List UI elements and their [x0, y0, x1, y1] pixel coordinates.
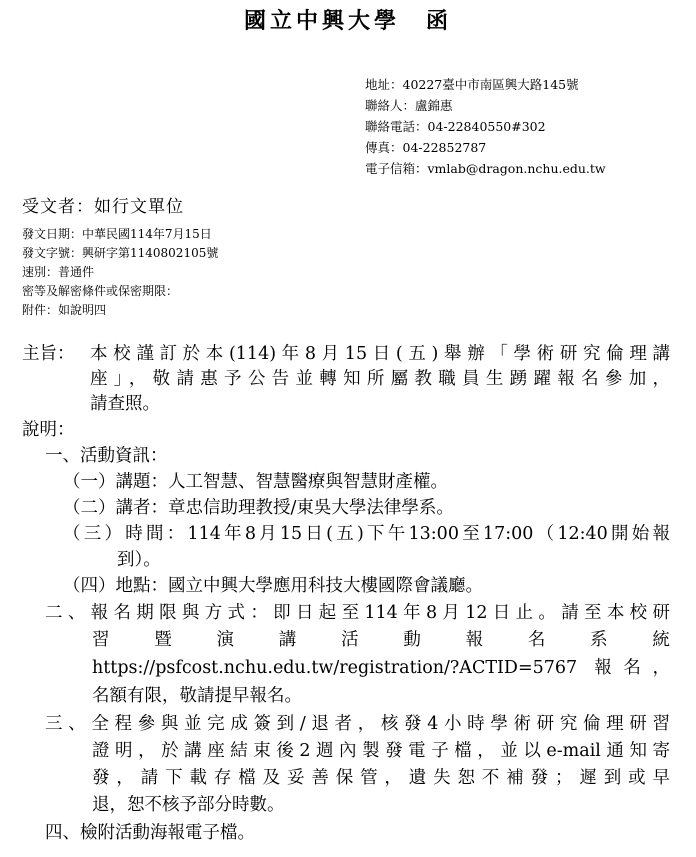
item-4-line-1: 四、檢附活動海報電子檔。: [45, 823, 255, 843]
issue-date: 發文日期：中華民國114年7月15日: [22, 227, 212, 241]
delivery-speed: 速別：普通件: [22, 265, 95, 279]
subject-line-1: 本校謹訂於本(114)年8月15日(五)舉辦「學術研究倫理講: [90, 344, 670, 364]
glyph: 系: [590, 630, 608, 650]
item-3-line-3: 發，請下載存檔及妥善保管，遺失恕不補發；遲到或早: [92, 768, 670, 788]
glyph: 名: [527, 630, 546, 650]
contact-email: 電子信箱：vmlab@dragon.nchu.edu.tw: [365, 161, 606, 176]
glyph: 暨: [154, 630, 172, 650]
document-title: 國立中興大學 函: [243, 8, 452, 34]
item-2-line-1: 二、報名期限與方式：即日起至114年8月12日止。請至本校研: [45, 603, 670, 623]
glyph: 報: [465, 630, 484, 650]
glyph: 活: [341, 630, 359, 650]
document-number: 發文字號：興研字第1140802105號: [22, 246, 219, 260]
contact-fax: 傳真：04-22852787: [365, 140, 487, 155]
item-1-location: （四）地點：國立中興大學應用科技大樓國際會議廳。: [63, 576, 483, 596]
explanation-label: 說明：: [22, 420, 75, 440]
subject-line-3: 請查照。: [90, 394, 160, 414]
glyph: 演: [216, 630, 235, 650]
recipient-line: 受文者：如行文單位: [22, 197, 184, 217]
item-1-title: 一、活動資訊：: [45, 446, 168, 466]
item-2-registration-url: https://psfcost.nchu.edu.tw/registration/?ACTID=5767 報名，: [92, 658, 670, 678]
item-2-line-4: 名額有限，敬請提早報名。: [92, 686, 302, 706]
subject-label: 主旨：: [22, 344, 75, 364]
secrecy-level: 密等及解密條件或保密期限：: [22, 284, 179, 298]
item-3-line-1: 三、全程參與並完成簽到/退者，核發4小時學術研究倫理研習: [45, 714, 670, 734]
item-1-time-line-1: （三）時間：114年8月15日(五)下午13:00至17:00（12:40開始報: [63, 524, 670, 544]
glyph: 統: [652, 630, 670, 650]
attachment-note: 附件：如說明四: [22, 303, 107, 317]
item-3-line-2: 證明，於講座結束後2週內製發電子檔，並以e-mail通知寄: [92, 741, 670, 761]
item-2-line-2: [92, 628, 670, 653]
item-1-speaker: （二）講者：章忠信助理教授/東吳大學法律學系。: [63, 498, 454, 518]
contact-phone: 聯絡電話：04-22840550#302: [365, 119, 546, 134]
document-meta: [22, 225, 218, 320]
subject-line-2: 座」，敬請惠予公告並轉知所屬教職員生踴躍報名參加，: [90, 369, 670, 389]
contact-block: [365, 74, 606, 179]
item-1-time-line-2: 到）。: [117, 550, 161, 570]
contact-person: 聯絡人：盧錦惠: [365, 98, 453, 113]
item-3-line-4: 退，恕不核予部分時數。: [92, 795, 285, 815]
glyph: 講: [278, 630, 297, 650]
contact-address: 地址：40227臺中市南區興大路145號: [365, 77, 579, 92]
item-1-topic: （一）講題：人工智慧、智慧醫療與智慧財產權。: [63, 472, 448, 492]
glyph: 動: [403, 630, 421, 650]
glyph: 習: [92, 630, 110, 650]
